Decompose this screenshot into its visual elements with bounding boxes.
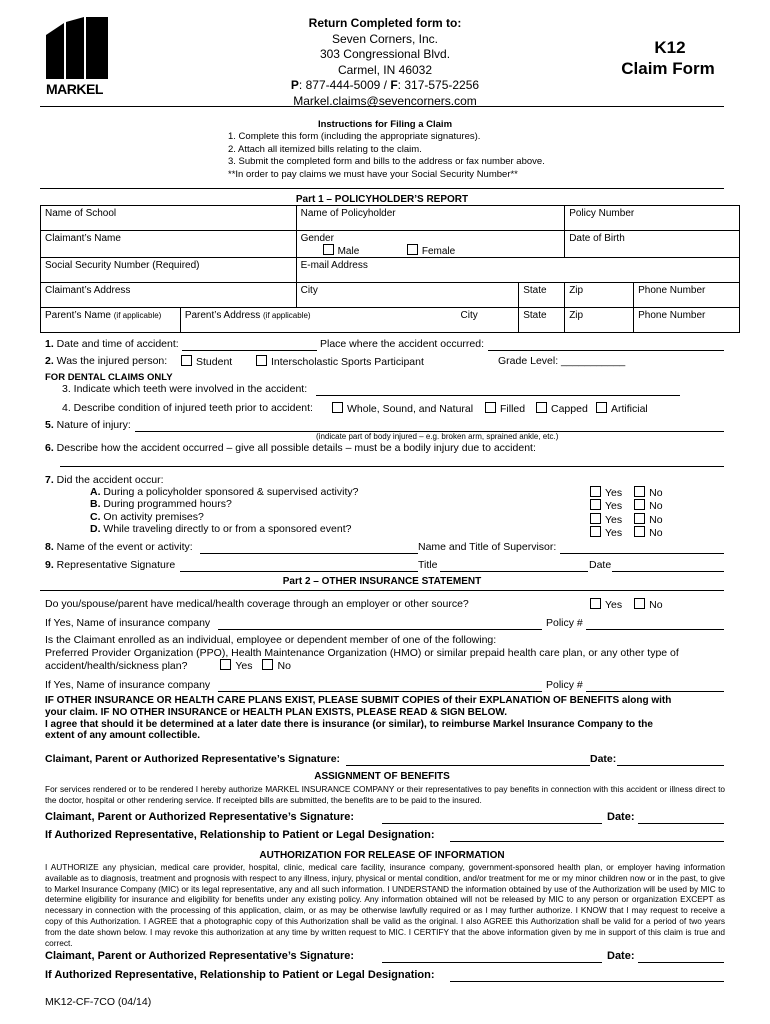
female-checkbox[interactable] <box>407 244 418 255</box>
q7-answer-d: Yes No <box>590 526 663 539</box>
q6-describe: 6. Describe how the accident occurred – give all possible details – must be a bodily injury due to accident: <box>45 442 536 454</box>
q1-date-time: 1. Date and time of accident: <box>45 338 179 350</box>
q7-item-c: C. On activity premises? <box>90 510 204 523</box>
no-checkbox[interactable] <box>634 486 645 497</box>
assignment-signature-line[interactable] <box>382 823 602 824</box>
policy-number-field[interactable]: Policy Number <box>565 206 740 231</box>
instruction-item: 3. Submit the completed form and bills to the address or fax number above. <box>228 156 545 167</box>
auth-rep-label: If Authorized Representative, Relationship to Patient or Legal Designation: <box>45 969 435 981</box>
assignment-rep-line[interactable] <box>450 841 724 842</box>
auth-date-label: Date: <box>607 950 635 962</box>
male-label: Male <box>337 246 360 257</box>
no-checkbox[interactable] <box>634 598 645 609</box>
q3-line[interactable] <box>316 395 680 396</box>
q6-line[interactable] <box>60 466 724 467</box>
policy-line[interactable] <box>586 629 724 630</box>
authorization-title: AUTHORIZATION FOR RELEASE OF INFORMATION <box>259 850 505 861</box>
form-title: Claim Form <box>621 59 715 78</box>
artificial-option[interactable]: Artificial <box>596 402 648 415</box>
q7-item-a: A. During a policyholder sponsored & supervised activity? <box>90 486 359 498</box>
student-option[interactable]: Student <box>181 355 232 368</box>
claims-email: Markel.claims@sevencorners.com <box>293 93 477 108</box>
markel-logo <box>46 17 108 95</box>
markel-logo-icon <box>46 17 108 79</box>
state-field[interactable]: State <box>519 283 565 308</box>
insurance-company-line-2[interactable] <box>218 691 542 692</box>
table-row <box>41 283 740 308</box>
parent-zip-field[interactable]: Zip <box>565 308 634 333</box>
supervisor-label: Name and Title of Supervisor: <box>418 541 557 553</box>
filled-option[interactable]: Filled <box>485 402 525 415</box>
q9-date-line[interactable] <box>612 571 724 572</box>
instructions-divider <box>40 188 724 189</box>
capped-checkbox[interactable] <box>536 402 547 413</box>
female-label: Female <box>421 246 456 257</box>
phone-field[interactable]: Phone Number <box>634 283 740 308</box>
assignment-rep-label: If Authorized Representative, Relationship to Patient or Legal Designation: <box>45 829 435 841</box>
instructions-list <box>228 131 545 181</box>
q7-occur: 7. Did the accident occur: <box>45 474 164 486</box>
whole-checkbox[interactable] <box>332 402 343 413</box>
table-row <box>41 308 740 333</box>
gender-field[interactable] <box>296 231 565 258</box>
authorization-text: I AUTHORIZE any physician, medical care provider, hospital, clinic, medical care facility, insurance company, government-sponsored health plan, or employer having information available as to diagnosis, treatment and prognosis with respect to any illness, injury, physical or mental condition, and/or treatment for me or my minor children now or in the past, to give to Markel Insurance Company (MIC) or its legal representative, any and all such information. I UNDERSTAND the information obtained by use of the Authorization will be used by MIC to determine eligibility for insurance and eligibility for benefits under any existing policy. Any information obtained will not be released by MIC to any person or organization EXCEPT as necessary in connection with the processing of this application, claim, or as may be otherwise lawfully required or as I may further authorize. I KNOW that I may request to receive a copy of this Authorization. I AGREE that a photographic copy of this Authorization shall be valid as the original. I also AGREE this Authorization shall be valid for a period of two years from the date shown below. I may revoke this authorization at any time by written request to MIC. I CERTIFY that the above information given by me in support of this claim is true and correct. <box>45 862 725 948</box>
filled-checkbox[interactable] <box>485 402 496 413</box>
school-field[interactable]: Name of School <box>41 206 297 231</box>
student-checkbox[interactable] <box>181 355 192 366</box>
policy-label: Policy # <box>546 617 583 629</box>
insurance-company-label: If Yes, Name of insurance company <box>45 617 211 629</box>
whole-option[interactable]: Whole, Sound, and Natural <box>332 402 473 415</box>
q9-signature: 9. Representative Signature <box>45 559 176 571</box>
q8-event: 8. Name of the event or activity: <box>45 541 193 553</box>
policyholder-table <box>40 205 740 333</box>
instruction-item: **In order to pay claims we must have your Social Security Number** <box>228 168 518 180</box>
email-field[interactable]: E-mail Address <box>296 258 739 283</box>
q7-answer-b: Yes No <box>590 499 663 512</box>
capped-option[interactable]: Capped <box>536 402 588 415</box>
q4-condition: 4. Describe condition of injured teeth prior to accident: <box>62 402 313 414</box>
q5-nature: 5. Nature of injury: <box>45 419 131 431</box>
q9-title-line[interactable] <box>440 571 588 572</box>
parent-state-field[interactable]: State <box>519 308 565 333</box>
phone-fax: P: 877-444-5009 / F: 317-575-2256 <box>290 78 480 92</box>
artificial-checkbox[interactable] <box>596 402 607 413</box>
q7-answers <box>590 486 663 539</box>
no-checkbox[interactable] <box>634 526 645 537</box>
auth-date-line[interactable] <box>638 962 724 963</box>
assignment-title: ASSIGNMENT OF BENEFITS <box>314 771 450 782</box>
yes-checkbox[interactable] <box>220 659 231 670</box>
supervisor-line[interactable] <box>560 553 724 554</box>
dob-field[interactable]: Date of Birth <box>565 231 740 258</box>
table-row <box>41 231 740 258</box>
grade-level[interactable]: Grade Level: ___________ <box>498 355 626 367</box>
yes-checkbox[interactable] <box>590 499 601 510</box>
claimant-name-field[interactable]: Claimant’s Name <box>41 231 297 258</box>
header-divider <box>40 106 724 107</box>
ssn-field[interactable]: Social Security Number (Required) <box>41 258 297 283</box>
assignment-text: For services rendered or to be rendered I hereby authorize MARKEL INSURANCE COMPANY or their representatives to pay benefits in connection with this accident or illness direct to the doctor, hospital or other rendering service. If receipted bills are submitted, the benefits are to be paid to the insured. <box>45 784 725 805</box>
parent-address-field[interactable]: Parent’s Address (if applicable) City <box>180 308 518 333</box>
q7-items <box>90 486 358 535</box>
q8-event-line[interactable] <box>200 553 418 554</box>
dental-heading: FOR DENTAL CLAIMS ONLY <box>45 372 173 383</box>
claimant-address-field[interactable]: Claimant’s Address <box>41 283 297 308</box>
q3-teeth: 3. Indicate which teeth were involved in the accident: <box>62 383 308 395</box>
parent-city-label: City <box>460 310 478 321</box>
part2-signature-label: Claimant, Parent or Authorized Representative’s Signature: <box>45 753 341 765</box>
q1-place-label: Place where the accident occurred: <box>320 338 485 350</box>
part2-divider <box>40 590 724 591</box>
policyholder-field[interactable]: Name of Policyholder <box>296 206 565 231</box>
auth-signature-line[interactable] <box>382 962 602 963</box>
q7-item-b: B. During programmed hours? <box>90 498 232 511</box>
auth-signature-label: Claimant, Parent or Authorized Representative’s Signature: <box>45 950 355 962</box>
parent-name-field[interactable]: Parent’s Name (if applicable) <box>41 308 181 333</box>
return-address <box>230 16 540 109</box>
no-checkbox[interactable] <box>634 499 645 510</box>
city-field[interactable]: City <box>296 283 519 308</box>
q7-item-d: D. While traveling directly to or from a sponsored event? <box>90 522 352 535</box>
assignment-date-line[interactable] <box>638 823 724 824</box>
part2-signature-line[interactable] <box>346 765 590 766</box>
yes-checkbox[interactable] <box>590 513 601 524</box>
instruction-item: 1. Complete this form (including the appropriate signatures). <box>228 131 481 142</box>
other-insurance-notice: IF OTHER INSURANCE OR HEALTH CARE PLANS EXIST, PLEASE SUBMIT COPIES of their EXPLANATION OF BENEFITS along with your claim. IF NO OTHER INSURANCE or HEALTH PLAN EXISTS, PLEASE READ & SIGN BELOW. I agree that should it be determined at a later date there is insurance (or similar), to reimburse Markel Insurance Company to the extent of any amount collectible. <box>45 695 672 742</box>
street-address: 303 Congressional Blvd. <box>319 47 451 61</box>
part1-title: Part 1 – POLICYHOLDER’S REPORT <box>295 194 469 205</box>
company-name: Seven Corners, Inc. <box>331 31 439 46</box>
q1-date-line[interactable] <box>182 350 317 351</box>
q7-answer-c: Yes No <box>590 513 663 526</box>
sports-option[interactable]: Interscholastic Sports Participant <box>256 355 424 368</box>
assignment-date-label: Date: <box>607 811 635 823</box>
male-checkbox[interactable] <box>323 244 334 255</box>
insurance-company-label-2: If Yes, Name of insurance company <box>45 679 211 691</box>
part2-title: Part 2 – OTHER INSURANCE STATEMENT <box>282 576 482 587</box>
yes-checkbox[interactable] <box>590 486 601 497</box>
table-row <box>41 206 740 231</box>
auth-rep-line[interactable] <box>450 981 724 982</box>
parent-phone-field[interactable]: Phone Number <box>634 308 740 333</box>
part2-date-line[interactable] <box>617 765 724 766</box>
q9-sig-line[interactable] <box>180 571 418 572</box>
gender-label: Gender <box>300 233 334 244</box>
yes-checkbox[interactable] <box>590 526 601 537</box>
part2-date-label: Date: <box>590 753 617 765</box>
q9-title-label: Title <box>418 559 438 571</box>
assignment-signature-label: Claimant, Parent or Authorized Representative’s Signature: <box>45 811 355 823</box>
zip-field[interactable]: Zip <box>565 283 634 308</box>
coverage-answer: Yes No <box>590 598 663 611</box>
table-row <box>41 258 740 283</box>
no-checkbox[interactable] <box>634 513 645 524</box>
return-title: Return Completed form to: <box>308 16 462 30</box>
policy-line-2[interactable] <box>586 691 724 692</box>
q7-answer-a: Yes No <box>590 486 663 499</box>
city-state-zip: Carmel, IN 46032 <box>337 62 433 77</box>
enrolled-question: Is the Claimant enrolled as an individual, employee or dependent member of one of the following: Preferred Provider Organization (PPO), Health Maintenance Organization (HMO) or similar prepaid health care plan, or any other type of accident/health/sickness plan? Yes No <box>45 634 679 672</box>
logo-text: MARKEL <box>46 81 103 97</box>
yes-checkbox[interactable] <box>590 598 601 609</box>
q5-note: (indicate part of body injured – e.g. broken arm, sprained ankle, etc.) <box>316 432 559 441</box>
instruction-item: 2. Attach all itemized bills relating to the claim. <box>228 143 422 155</box>
insurance-company-line[interactable] <box>218 629 542 630</box>
q1-place-line[interactable] <box>488 350 724 351</box>
q2-injured-person: 2. Was the injured person: <box>45 355 168 367</box>
coverage-question: Do you/spouse/parent have medical/health coverage through an employer or other source? <box>45 598 469 610</box>
sports-checkbox[interactable] <box>256 355 267 366</box>
q9-date-label: Date <box>589 559 612 571</box>
form-footer-code: MK12-CF-7CO (04/14) <box>45 996 152 1008</box>
form-code: K12 <box>654 38 686 57</box>
instructions-title: Instructions for Filing a Claim <box>317 119 453 130</box>
policy-label-2: Policy # <box>546 679 583 691</box>
no-checkbox[interactable] <box>262 659 273 670</box>
